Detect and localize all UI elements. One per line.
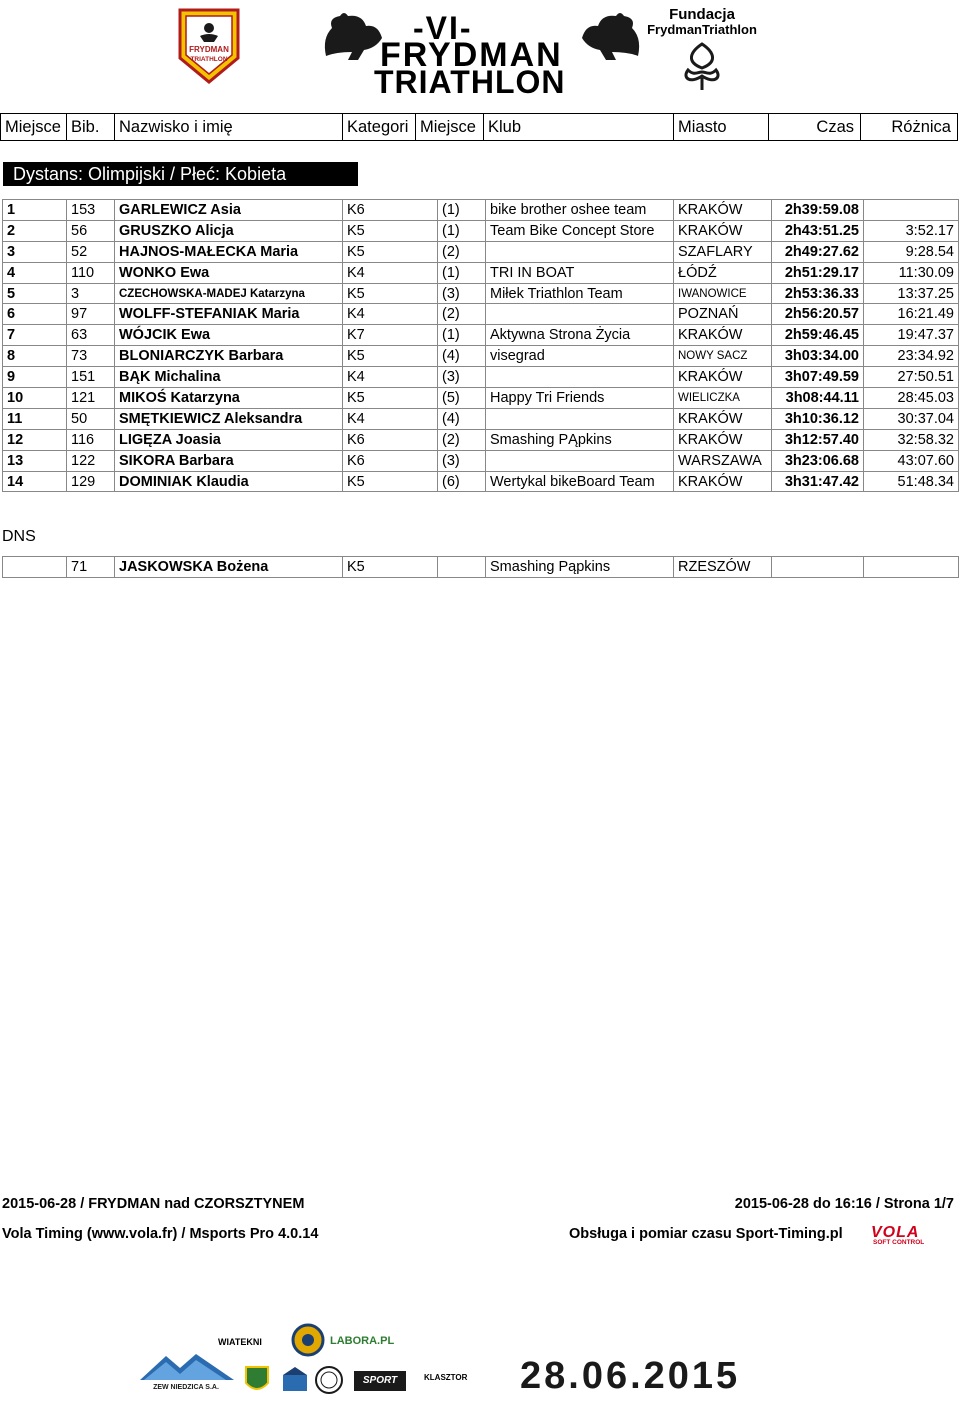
- logo-title-triathlon: TRIATHLON: [374, 64, 566, 100]
- place-cell: 14: [3, 471, 67, 492]
- time-cell: 2h59:46.45: [772, 325, 864, 346]
- table-row: [3, 220, 959, 241]
- place-cell: 2: [3, 220, 67, 241]
- place-cell: 5: [3, 283, 67, 304]
- table-row: [3, 262, 959, 283]
- footer-timing: Obsługa i pomiar czasu Sport-Timing.pl: [569, 1226, 843, 1242]
- diff-cell: 51:48.34: [864, 471, 959, 492]
- column-header-row: [0, 113, 958, 141]
- bib-cell: 110: [67, 262, 115, 283]
- bib-cell: 122: [67, 450, 115, 471]
- bib-cell: 97: [67, 304, 115, 325]
- klasztor-logo: KLASZTOR: [424, 1373, 468, 1382]
- name-cell: BĄK Michalina: [115, 367, 343, 388]
- rooster-left-icon: [318, 8, 388, 64]
- place-cell: 9: [3, 367, 67, 388]
- category-place-cell: (2): [438, 241, 486, 262]
- club-cell: [486, 450, 674, 471]
- category-cell: K6: [343, 450, 438, 471]
- zew-text: ZEW NIEDZICA S.A.: [153, 1384, 219, 1390]
- table-row: [3, 325, 959, 346]
- name-cell: LIGĘZA Joasia: [115, 429, 343, 450]
- vola-logo-sub: SOFT CONTROL: [873, 1239, 925, 1246]
- category-cell: K5: [343, 220, 438, 241]
- diff-cell: 27:50.51: [864, 367, 959, 388]
- city-cell: KRAKÓW: [674, 220, 772, 241]
- place-cell: 4: [3, 262, 67, 283]
- category-place-cell: (1): [438, 220, 486, 241]
- name-cell: JASKOWSKA Bożena: [115, 557, 343, 578]
- badge-line-1: FRYDMAN: [189, 45, 229, 54]
- category-place-cell: (2): [438, 304, 486, 325]
- club-cell: [486, 367, 674, 388]
- diff-cell: 43:07.60: [864, 450, 959, 471]
- bib-cell: 3: [67, 283, 115, 304]
- table-row: [3, 346, 959, 367]
- bib-cell: 153: [67, 200, 115, 221]
- time-cell: 3h23:06.68: [772, 450, 864, 471]
- diff-cell: 16:21.49: [864, 304, 959, 325]
- club-cell: bike brother oshee team: [486, 200, 674, 221]
- vola-logo: [871, 1224, 955, 1246]
- event-date: 28.06.2015: [520, 1355, 741, 1397]
- place-cell: 1: [3, 200, 67, 221]
- diff-cell: 19:47.37: [864, 325, 959, 346]
- name-cell: WÓJCIK Ewa: [115, 325, 343, 346]
- category-cell: K4: [343, 408, 438, 429]
- name-cell: DOMINIAK Klaudia: [115, 471, 343, 492]
- city-cell: KRAKÓW: [674, 200, 772, 221]
- club-cell: Team Bike Concept Store: [486, 220, 674, 241]
- club-cell: Smashing Pąpkins: [486, 557, 674, 578]
- table-row: [3, 200, 959, 221]
- city-cell: WIELICZKA: [674, 388, 772, 409]
- bib-cell: 129: [67, 471, 115, 492]
- place-cell: 10: [3, 388, 67, 409]
- time-cell: 2h51:29.17: [772, 262, 864, 283]
- category-cell: K5: [343, 241, 438, 262]
- name-cell: GARLEWICZ Asia: [115, 200, 343, 221]
- name-cell: HAJNOS-MAŁECKA Maria: [115, 241, 343, 262]
- name-cell: GRUSZKO Alicja: [115, 220, 343, 241]
- diff-cell: [864, 200, 959, 221]
- category-place-cell: (2): [438, 429, 486, 450]
- club-cell: [486, 241, 674, 262]
- category-cell: K5: [343, 557, 438, 578]
- diff-cell: [864, 557, 959, 578]
- category-cell: K6: [343, 429, 438, 450]
- sport-logo: SPORT: [354, 1371, 406, 1391]
- category-cell: K5: [343, 283, 438, 304]
- time-cell: 3h10:36.12: [772, 408, 864, 429]
- time-cell: 3h07:49.59: [772, 367, 864, 388]
- club-cell: Wertykal bikeBoard Team: [486, 471, 674, 492]
- footer-software: Vola Timing (www.vola.fr) / Msports Pro 4.0.14: [2, 1226, 319, 1242]
- city-cell: ŁÓDŹ: [674, 262, 772, 283]
- city-cell: NOWY SACZ: [674, 346, 772, 367]
- col-name: Nazwisko i imię: [115, 114, 343, 140]
- footer-event: 2015-06-28 / FRYDMAN nad CZORSZTYNEM: [2, 1196, 305, 1212]
- col-cat-place: Miejsce: [416, 114, 484, 140]
- place-cell: 7: [3, 325, 67, 346]
- place-cell: 12: [3, 429, 67, 450]
- time-cell: 3h03:34.00: [772, 346, 864, 367]
- time-cell: [772, 557, 864, 578]
- club-cell: visegrad: [486, 346, 674, 367]
- place-cell: 6: [3, 304, 67, 325]
- category-place-cell: (1): [438, 325, 486, 346]
- city-cell: KRAKÓW: [674, 408, 772, 429]
- name-cell: MIKOŚ Katarzyna: [115, 388, 343, 409]
- category-place-cell: (5): [438, 388, 486, 409]
- bib-cell: 56: [67, 220, 115, 241]
- col-miejsce: Miejsce: [1, 114, 67, 140]
- name-cell: BLONIARCZYK Barbara: [115, 346, 343, 367]
- circle-emblem-icon: [291, 1323, 325, 1357]
- table-row: [3, 388, 959, 409]
- time-cell: 3h31:47.42: [772, 471, 864, 492]
- bib-cell: 50: [67, 408, 115, 429]
- coat-of-arms-icon: [244, 1365, 270, 1395]
- category-place-cell: (3): [438, 450, 486, 471]
- name-cell: WOLFF-STEFANIAK Maria: [115, 304, 343, 325]
- bib-cell: 116: [67, 429, 115, 450]
- club-cell: Happy Tri Friends: [486, 388, 674, 409]
- section-title: Dystans: Olimpijski / Płeć: Kobieta: [3, 162, 358, 186]
- city-cell: RZESZÓW: [674, 557, 772, 578]
- city-cell: KRAKÓW: [674, 367, 772, 388]
- diff-cell: 11:30.09: [864, 262, 959, 283]
- club-cell: Aktywna Strona Życia: [486, 325, 674, 346]
- time-cell: 3h08:44.11: [772, 388, 864, 409]
- diff-cell: 13:37.25: [864, 283, 959, 304]
- col-time: Czas: [769, 114, 861, 140]
- table-row: [3, 450, 959, 471]
- badge-line-2: TRIATHLON: [190, 56, 228, 63]
- category-place-cell: (3): [438, 283, 486, 304]
- table-row: [3, 304, 959, 325]
- category-place-cell: (3): [438, 367, 486, 388]
- vola-logo-text: VOLA: [871, 1224, 920, 1241]
- time-cell: 2h49:27.62: [772, 241, 864, 262]
- logo-title-vi: -VI-: [413, 10, 473, 46]
- name-cell: WONKO Ewa: [115, 262, 343, 283]
- table-row: [3, 471, 959, 492]
- frydman-triathlon-badge-logo: [170, 6, 248, 86]
- sponsors-band: [136, 1315, 956, 1401]
- diff-cell: 23:34.92: [864, 346, 959, 367]
- category-cell: K4: [343, 367, 438, 388]
- col-diff: Różnica: [891, 118, 951, 136]
- rooster-right-icon: [576, 8, 646, 64]
- city-cell: WARSZAWA: [674, 450, 772, 471]
- club-cell: [486, 408, 674, 429]
- name-cell: SIKORA Barbara: [115, 450, 343, 471]
- place-cell: 3: [3, 241, 67, 262]
- col-bib: Bib.: [67, 114, 115, 140]
- bib-cell: 121: [67, 388, 115, 409]
- time-cell: 2h56:20.57: [772, 304, 864, 325]
- category-place-cell: [438, 557, 486, 578]
- category-place-cell: (1): [438, 200, 486, 221]
- ornament-icon: [680, 42, 724, 92]
- category-cell: K6: [343, 200, 438, 221]
- logo-title-frydman: FRYDMAN: [380, 36, 563, 74]
- time-cell: 2h39:59.08: [772, 200, 864, 221]
- city-cell: KRAKÓW: [674, 471, 772, 492]
- club-cell: Smashing PĄpkins: [486, 429, 674, 450]
- col-category: Kategori: [343, 114, 416, 140]
- category-cell: K4: [343, 304, 438, 325]
- dns-label: DNS: [2, 528, 36, 545]
- time-cell: 2h43:51.25: [772, 220, 864, 241]
- diff-cell: 30:37.04: [864, 408, 959, 429]
- zew-niedzica-logo: [136, 1350, 238, 1390]
- diff-cell: 28:45.03: [864, 388, 959, 409]
- table-row: [3, 408, 959, 429]
- city-cell: KRAKÓW: [674, 429, 772, 450]
- city-cell: IWANOWICE: [674, 283, 772, 304]
- category-place-cell: (6): [438, 471, 486, 492]
- fundacja-line-1: Fundacja: [669, 6, 735, 23]
- wiatekni-logo: WIATEKNI: [218, 1337, 262, 1347]
- building-icon: [281, 1365, 309, 1393]
- place-cell: 13: [3, 450, 67, 471]
- dns-table: [2, 556, 959, 578]
- category-cell: K7: [343, 325, 438, 346]
- category-place-cell: (4): [438, 408, 486, 429]
- category-cell: K4: [343, 262, 438, 283]
- labora-logo: LABORA.PL: [330, 1335, 395, 1347]
- name-cell: SMĘTKIEWICZ Aleksandra: [115, 408, 343, 429]
- bib-cell: 63: [67, 325, 115, 346]
- category-place-cell: (1): [438, 262, 486, 283]
- diff-cell: 3:52.17: [864, 220, 959, 241]
- time-cell: 3h12:57.40: [772, 429, 864, 450]
- time-cell: 2h53:36.33: [772, 283, 864, 304]
- city-cell: POZNAŃ: [674, 304, 772, 325]
- table-row: [3, 241, 959, 262]
- club-cell: [486, 304, 674, 325]
- col-club: Klub: [484, 114, 674, 140]
- club-cell: Miłek Triathlon Team: [486, 283, 674, 304]
- club-cell: TRI IN BOAT: [486, 262, 674, 283]
- table-row: [3, 283, 959, 304]
- col-city: Miasto: [674, 114, 769, 140]
- category-place-cell: (4): [438, 346, 486, 367]
- name-cell: CZECHOWSKA-MADEJ Katarzyna: [115, 283, 343, 304]
- results-table: [2, 199, 959, 492]
- place-cell: [3, 557, 67, 578]
- place-cell: 11: [3, 408, 67, 429]
- diff-cell: 32:58.32: [864, 429, 959, 450]
- category-cell: K5: [343, 346, 438, 367]
- vi-frydman-triathlon-logo: [318, 4, 648, 100]
- table-row: [3, 429, 959, 450]
- bib-cell: 71: [67, 557, 115, 578]
- diff-cell: 9:28.54: [864, 241, 959, 262]
- footer-page: 2015-06-28 do 16:16 / Strona 1/7: [734, 1196, 954, 1212]
- category-cell: K5: [343, 471, 438, 492]
- table-row: [3, 367, 959, 388]
- bib-cell: 151: [67, 367, 115, 388]
- table-row: [3, 557, 959, 578]
- fundacja-logo: [647, 6, 757, 92]
- city-cell: KRAKÓW: [674, 325, 772, 346]
- category-cell: K5: [343, 388, 438, 409]
- bib-cell: 52: [67, 241, 115, 262]
- fundacja-line-2: FrydmanTriathlon: [647, 22, 757, 37]
- seal-icon: [314, 1365, 344, 1395]
- city-cell: SZAFLARY: [674, 241, 772, 262]
- place-cell: 8: [3, 346, 67, 367]
- bib-cell: 73: [67, 346, 115, 367]
